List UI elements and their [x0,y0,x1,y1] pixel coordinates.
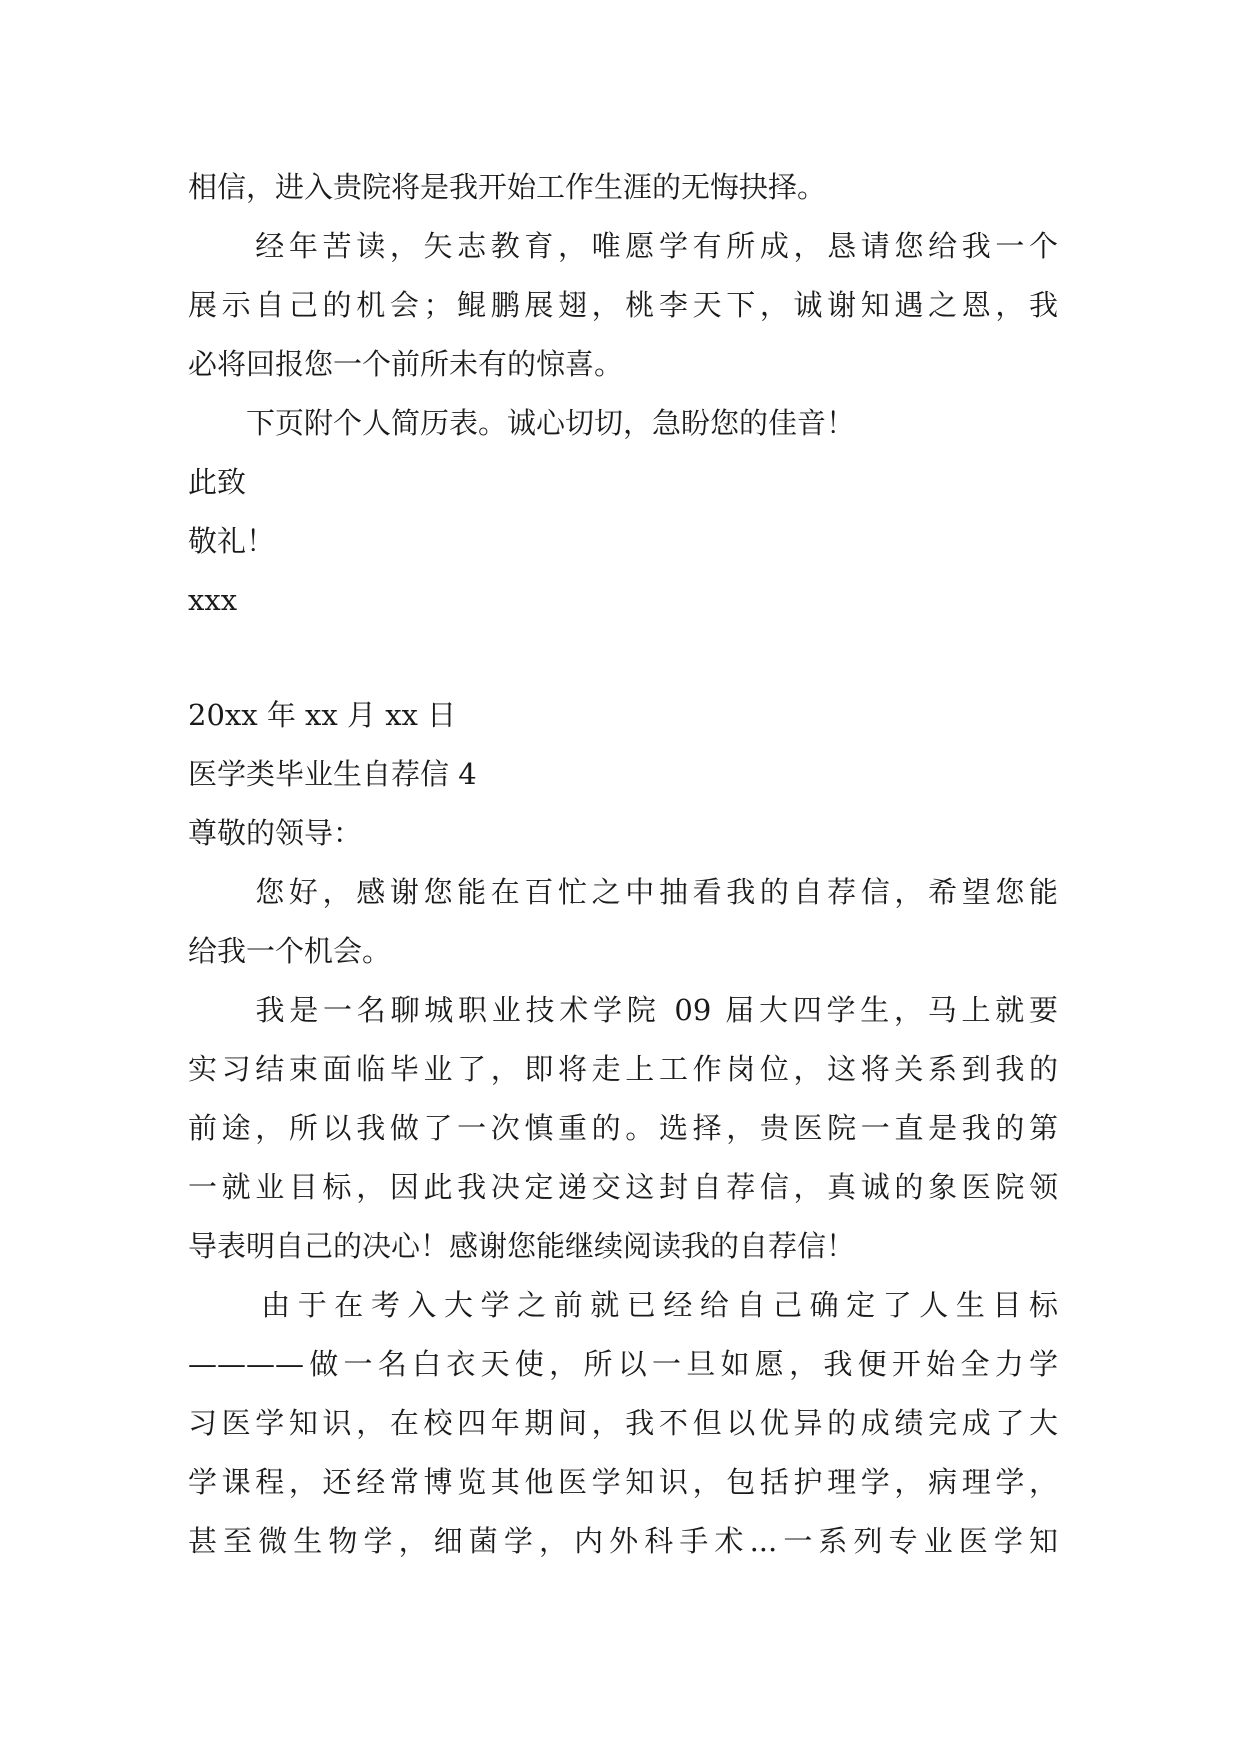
text-line: 必将回报您一个前所未有的惊喜。 [188,347,624,381]
signature-name: xxx [188,583,238,617]
text-line: 一就业目标，因此我决定递交这封自荐信，真诚的象医院领 [188,1170,1058,1204]
text-line: 我是一名聊城职业技术学院 09 届大四学生，马上就要 [188,993,1058,1027]
text-line: 经年苦读，矢志教育，唯愿学有所成，恳请您给我一个 [188,229,1058,263]
text-line: 习医学知识，在校四年期间，我不但以优异的成绩完成了大 [188,1406,1058,1440]
text-line: 前途，所以我做了一次慎重的。选择，贵医院一直是我的第 [188,1111,1058,1145]
text-line: 由于在考入大学之前就已经给自己确定了人生目标 [188,1288,1058,1322]
closing-regards: 敬礼！ [188,524,276,558]
text-line: 导表明自己的决心！感谢您能继续阅读我的自荐信！ [188,1229,856,1263]
text-line: 下页附个人简历表。诚心切切，急盼您的佳音！ [188,406,856,440]
text-line: 学课程，还经常博览其他医学知识，包括护理学，病理学， [188,1465,1058,1499]
text-line: 给我一个机会。 [188,934,392,968]
letter-body [188,158,1058,1571]
section-title: 医学类毕业生自荐信 4 [188,757,477,791]
text-line: 展示自己的机会；鲲鹏展翅，桃李天下，诚谢知遇之恩，我 [188,288,1058,322]
text-line: ————做一名白衣天使，所以一旦如愿，我便开始全力学 [188,1347,1058,1381]
text-line: 您好，感谢您能在百忙之中抽看我的自荐信，希望您能 [188,875,1058,909]
closing-salutation: 此致 [188,465,247,499]
text-line: 甚至微生物学，细菌学，内外科手术...一系列专业医学知 [188,1524,1058,1558]
text-line: 相信，进入贵院将是我开始工作生涯的无悔抉择。 [188,170,827,204]
letter-date: 20xx 年 xx 月 xx 日 [188,698,457,732]
blank-line [188,630,1058,686]
text-line: 实习结束面临毕业了，即将走上工作岗位，这将关系到我的 [188,1052,1058,1086]
greeting: 尊敬的领导： [188,816,363,850]
